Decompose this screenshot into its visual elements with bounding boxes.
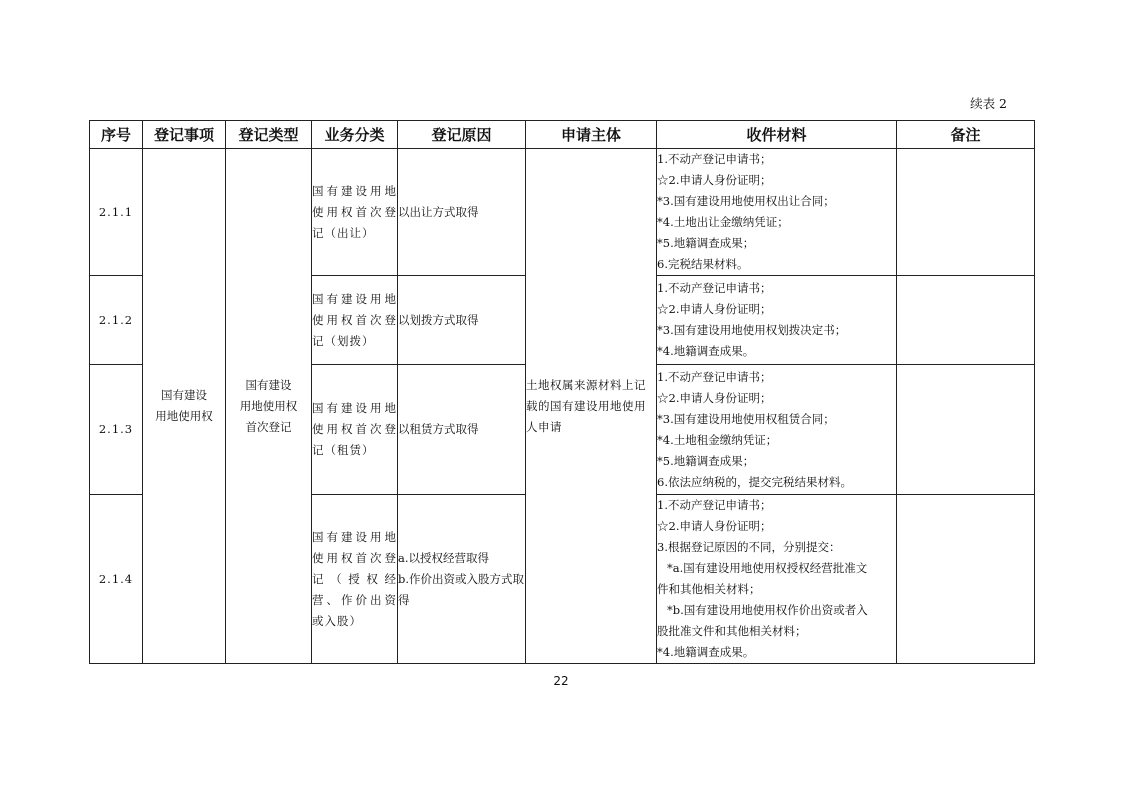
remarks-cell bbox=[897, 495, 1035, 664]
material-item: 1.不动产登记申请书； bbox=[657, 369, 772, 384]
material-item: *5.地籍调查成果； bbox=[657, 453, 755, 468]
material-item: *4.土地出让金缴纳凭证； bbox=[657, 215, 789, 229]
business-category-cell: 国有建设用地使用权首次登记（租赁） bbox=[312, 365, 398, 495]
registration-item-cell: 国有建设 用地使用权 bbox=[143, 149, 226, 664]
header-materials: 收件材料 bbox=[657, 121, 897, 149]
materials-cell bbox=[657, 495, 897, 664]
continued-table-label: 续表 2 bbox=[970, 96, 1007, 111]
header-registration-type: 登记类型 bbox=[226, 121, 312, 149]
materials-cell bbox=[657, 276, 897, 365]
header-business-category: 业务分类 bbox=[312, 121, 398, 149]
material-item: ☆2.申请人身份证明； bbox=[657, 390, 772, 405]
header-row bbox=[90, 121, 1035, 149]
header-registration-reason: 登记原因 bbox=[398, 121, 526, 149]
business-category-cell: 国有建设用地使用权首次登记（划拨） bbox=[312, 276, 398, 365]
table-row bbox=[90, 149, 1035, 276]
header-remarks: 备注 bbox=[897, 121, 1035, 149]
material-item: *4.土地租金缴纳凭证； bbox=[657, 432, 778, 447]
page-number: 22 bbox=[553, 674, 569, 688]
material-item: *3.国有建设用地使用权划拨决定书； bbox=[657, 323, 847, 337]
material-item: *4.地籍调查成果。 bbox=[657, 645, 755, 659]
header-applicant: 申请主体 bbox=[526, 121, 657, 149]
registration-reason-cell: 以租赁方式取得 bbox=[398, 365, 526, 495]
material-item: 6.依法应纳税的，提交完税结果材料。 bbox=[657, 474, 852, 489]
remarks-cell bbox=[897, 276, 1035, 365]
registration-reason-cell: a.以授权经营取得 b.作价出资或入股方式取得 bbox=[398, 495, 526, 664]
row-seq: 2.1.2 bbox=[90, 276, 143, 365]
business-category-cell: 国有建设用地使用权首次登记（出让） bbox=[312, 149, 398, 276]
material-item: 1.不动产登记申请书； bbox=[657, 281, 772, 295]
business-category-cell: 国有建设用地使用权首次登记（授权经营、作价出资或入股） bbox=[312, 495, 398, 664]
material-item: ☆2.申请人身份证明； bbox=[657, 302, 772, 316]
registration-table bbox=[89, 120, 1035, 664]
material-item: ☆2.申请人身份证明； bbox=[657, 519, 772, 533]
material-item: *b.国有建设用地使用权作价出资或者入 bbox=[667, 603, 868, 617]
material-item: ☆2.申请人身份证明； bbox=[657, 173, 772, 187]
registration-type-cell: 国有建设 用地使用权 首次登记 bbox=[226, 149, 312, 664]
remarks-cell bbox=[897, 149, 1035, 276]
material-item: 3.根据登记原因的不同，分别提交： bbox=[657, 540, 841, 554]
material-item: 1.不动产登记申请书； bbox=[657, 498, 772, 512]
material-item: *4.地籍调查成果。 bbox=[657, 344, 755, 358]
registration-reason-cell: 以划拨方式取得 bbox=[398, 276, 526, 365]
material-item: 6.完税结果材料。 bbox=[657, 257, 749, 271]
material-item: *3.国有建设用地使用权出让合同； bbox=[657, 194, 835, 208]
material-item: 1.不动产登记申请书； bbox=[657, 152, 772, 166]
material-item: 件和其他相关材料； bbox=[657, 582, 761, 596]
applicant-cell: 土地权属来源材料上记载的国有建设用地使用人申请 bbox=[526, 149, 657, 664]
material-item: *a.国有建设用地使用权授权经营批准文 bbox=[667, 561, 868, 575]
remarks-cell bbox=[897, 365, 1035, 495]
materials-cell bbox=[657, 149, 897, 276]
row-seq: 2.1.4 bbox=[90, 495, 143, 664]
registration-reason-cell: 以出让方式取得 bbox=[398, 149, 526, 276]
material-item: *3.国有建设用地使用权租赁合同； bbox=[657, 411, 835, 426]
materials-cell bbox=[657, 365, 897, 495]
header-seq: 序号 bbox=[90, 121, 143, 149]
row-seq: 2.1.1 bbox=[90, 149, 143, 276]
row-seq: 2.1.3 bbox=[90, 365, 143, 495]
material-item: 股批准文件和其他相关材料； bbox=[657, 624, 807, 638]
header-registration-item: 登记事项 bbox=[143, 121, 226, 149]
material-item: *5.地籍调查成果； bbox=[657, 236, 755, 250]
